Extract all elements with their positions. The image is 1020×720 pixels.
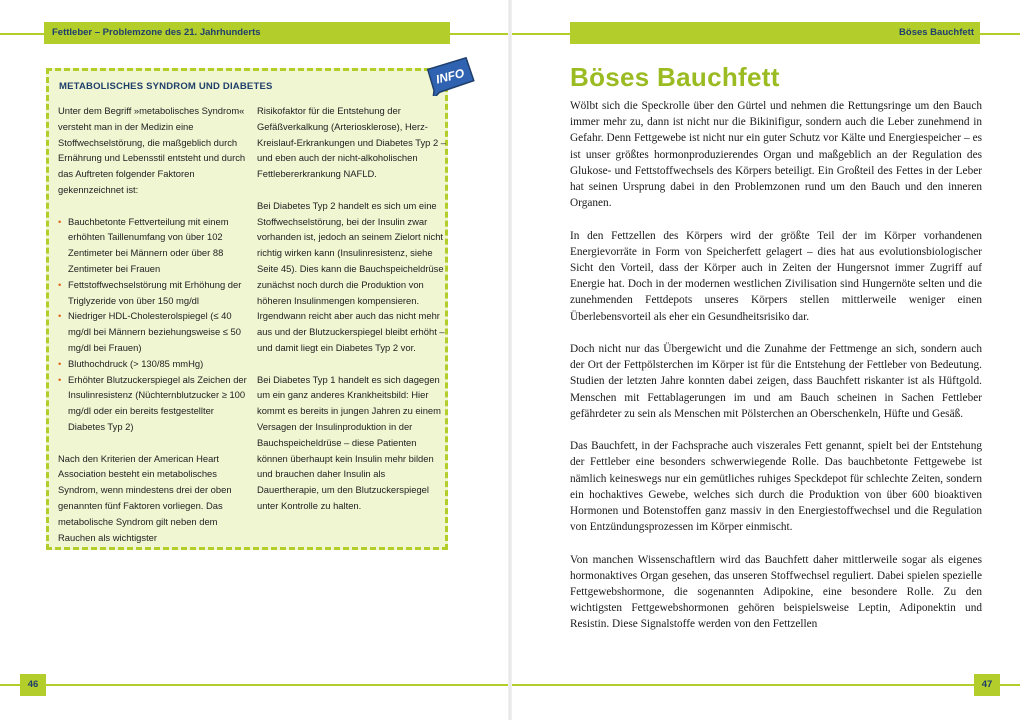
info-badge-icon xyxy=(424,56,478,96)
footer-rule xyxy=(510,684,1020,686)
page-number: 47 xyxy=(974,674,1000,696)
chapter-title: Böses Bauchfett xyxy=(570,62,780,92)
info-column-1 xyxy=(58,103,248,561)
info-outro: Nach den Kriterien der American Heart Association besteht ein metabolisches Syndrom, wenn mindestens drei der oben genannten fünf Faktoren vorliegen. Das metabolische Syndrom gilt neben dem Rauchen als wichtigster xyxy=(58,452,232,543)
list-item: • Bauchbetonte Fettverteilung mit einem erhöhten Taillenumfang von über 102 Zentimeter bei Männern oder über 88 Zentimeter bei Frauen xyxy=(58,214,248,277)
book-gutter xyxy=(508,0,512,720)
body-text xyxy=(570,98,982,649)
running-header: Fettleber – Problemzone des 21. Jahrhunderts xyxy=(44,22,450,44)
info-paragraph: Risikofaktor für die Entstehung der Gefäßverkalkung (Arteriosklerose), Herz-Kreislauf-Erkrankungen und Diabetes Typ 2 – und eben auch der nicht-alkoholischen Fettlebererkrankung NAFLD. xyxy=(257,105,447,180)
info-column-2 xyxy=(257,103,447,530)
running-header: Böses Bauchfett xyxy=(570,22,980,44)
list-item: • Fettstoffwechselstörung mit Erhöhung der Triglyzeride von über 150 mg/dl xyxy=(58,277,248,309)
list-item: • Bluthochdruck (> 130/85 mmHg) xyxy=(58,356,248,372)
footer-rule xyxy=(0,684,510,686)
paragraph: Von manchen Wissenschaftlern wird das Bauchfett daher mittlerweile sogar als eigenes hormonaktives Organ gesehen, das unseren Stoffwechsel reguliert. Dabei spielen spezielle Fettgewebshormone, die sogenannten Adipokine, eine besondere Rolle. Zu den wichtigsten Fettgewebshormonen gehören beispielsweise Leptin, Adiponektin und Resistin. Diese Signalstoffe werden von den Fettzellen xyxy=(570,553,982,631)
list-item: • Erhöhter Blutzuckerspiegel als Zeichen der Insulinresistenz (Nüchternblutzucker ≥ 100 mg/dl oder ein bereits festgestellter Diabetes Typ 2) xyxy=(58,372,248,435)
right-page xyxy=(510,0,1020,720)
paragraph: In den Fettzellen des Körpers wird der größte Teil der im Körper vorhandenen Energievorräte in Form von Speicherfett gelagert – dies hat aus evolutionsbiologischer Sicht den Vorteil, dass der Körper auch in Zeiten der Hungersnot immer Zugriff auf Energie hat. Doch in der modernen westlichen Zivilisation sind Hungernöte selten und die zunehmenden Fettdepots unseres Körpers stellen mittlerweile weniger einen Überlebensvorteil als eher ein Gesundheitsrisiko dar. xyxy=(570,229,982,323)
paragraph: Wölbt sich die Speckrolle über den Gürtel und nehmen die Rettungsringe um den Bauch immer mehr zu, dann ist nicht nur die Bikinifigur, sondern auch die Leber zunehmend in Gefahr. Denn Fettgewebe ist nicht nur ein guter Schutz vor Kälte und Energiespeicher – es ist unser größtes hormonproduzierendes Organ und maßgeblich an der Regulation des Glukose- und Fettstoffwechsels des Körpers beteiligt. Ein Großteil des Fettes in der Leber hat seinen Ursprung dabei in den Problemzonen rund um den Bauch und den inneren Organen. xyxy=(570,100,982,210)
paragraph: Das Bauchfett, in der Fachsprache auch viszerales Fett genannt, spielt bei der Entstehung der Fettleber eine besonders schwerwiegende Rolle. Das bauchbetonte Fettgewebe ist nämlich keineswegs nur ein gemütliches ruhiges Speckdepot für schlechte Zeiten, sondern ein hochaktives Gewebe, welches sich durch die Produktion von über 600 bioaktiven Hormonen und Botenstoffen ganz massiv in den Energiestoffwechsel und die Regulation von Entzündungsprozessen im Körper einmischt. xyxy=(570,440,982,534)
info-box-title: METABOLISCHES SYNDROM UND DIABETES xyxy=(59,81,273,92)
paragraph: Doch nicht nur das Übergewicht und die Zunahme der Fettmenge an sich, sondern auch der Ort der Fettpölsterchen im Körper ist für die Entstehung der Fettleber von Bedeutung. Studien der letzten Jahre konnten dabei zeigen, dass Bauchfett riskanter ist als Hüftgold. Menschen mit Fettablagerungen im und am Bauch scheinen in Sachen Fettleber gefährdeter zu sein als Menschen mit Pölsterchen an Oberschenkeln, Hüfte und Gesäß. xyxy=(570,343,982,420)
info-paragraph: Bei Diabetes Typ 2 handelt es sich um eine Stoffwechselstörung, bei der Insulin zwar vorhanden ist, jedoch an seinem Zielort nicht richtig wirken kann (Insulinresistenz, siehe Seite 45). Dies kann die Bauchspeicheldrüse zunächst noch durch die Produktion von höheren Insulinmengen kompensieren. Irgendwann reicht aber auch das nicht mehr aus und der Blutzuckerspiegel bleibt erhöht – und damit liegt ein Diabetes Typ 2 vor. xyxy=(257,199,445,353)
info-intro: Unter dem Begriff »metabolisches Syndrom« versteht man in der Medizin eine Stoffwechselstörung, die maßgeblich durch Ernährung und Lebensstil entsteht und durch das Auftreten folgender Faktoren gekennzeichnet ist: xyxy=(58,105,246,195)
info-box xyxy=(46,68,448,550)
risk-factor-list xyxy=(58,214,248,435)
list-item: • Niedriger HDL-Cholesterolspiegel (≤ 40 mg/dl bei Männern beziehungsweise ≤ 50 mg/dl bei Frauen) xyxy=(58,308,248,355)
page-number: 46 xyxy=(20,674,46,696)
info-badge-label: INFO xyxy=(434,65,466,87)
info-paragraph: Bei Diabetes Typ 1 handelt es sich dagegen um ein ganz anderes Krankheitsbild: Hier kommt es bereits in jungen Jahren zu einem Versagen der Insulinproduktion in der Bauchspeicheldrüse – diese Patienten können überhaupt kein Insulin mehr bilden und brauchen daher Insulin als Dauertherapie, um den Blutzuckerspiegel unter Kontrolle zu halten. xyxy=(257,373,441,511)
